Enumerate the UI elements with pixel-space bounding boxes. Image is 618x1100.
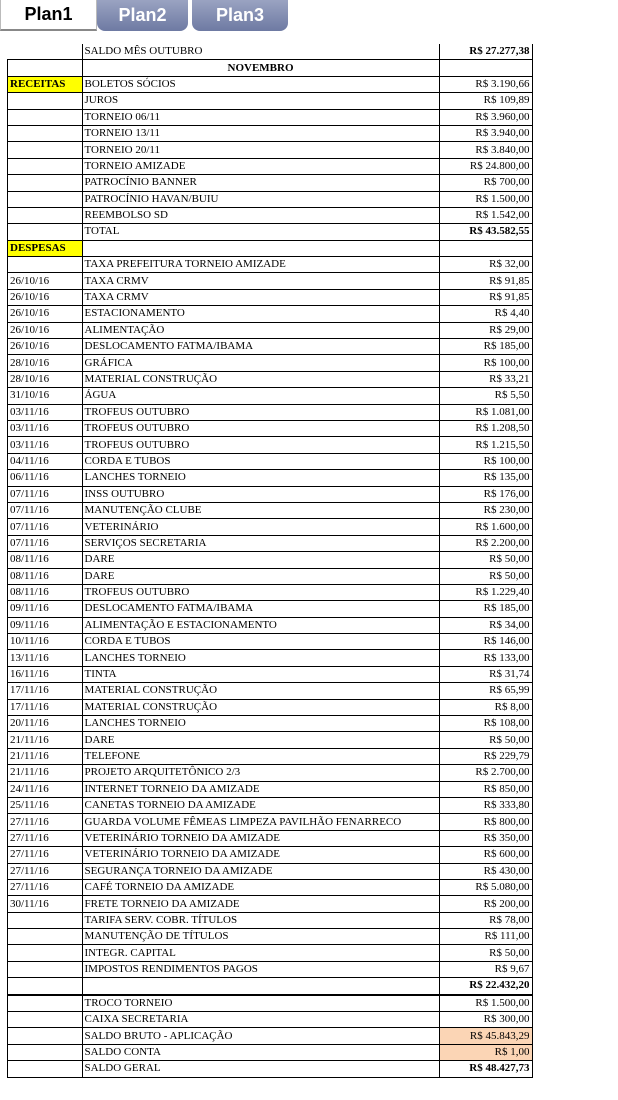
cell-value[interactable]: R$ 300,00 (439, 1012, 532, 1028)
cell-desc[interactable]: ALIMENTAÇÃO E ESTACIONAMENTO (82, 617, 439, 633)
despesa-row (8, 912, 533, 928)
cell-desc[interactable]: TROFEUS OUTUBRO (82, 420, 439, 436)
cell-value[interactable]: R$ 100,00 (439, 453, 532, 469)
cell-value[interactable]: R$ 1.500,00 (439, 995, 532, 1012)
receita-row (8, 76, 533, 92)
cell-date[interactable]: 07/11/16 (8, 502, 83, 518)
cell-date[interactable]: 27/11/16 (8, 879, 83, 895)
cell-desc[interactable]: TORNEIO 06/11 (82, 109, 439, 125)
cell-date[interactable]: DESPESAS (8, 240, 83, 256)
cell-desc[interactable]: TARIFA SERV. COBR. TÍTULOS (82, 912, 439, 928)
receita-row (8, 191, 533, 207)
cell-empty[interactable] (8, 125, 83, 141)
receita-row (8, 109, 533, 125)
receita-row (8, 125, 533, 141)
cell-value[interactable]: R$ 50,00 (439, 945, 532, 961)
cell-value[interactable]: R$ 50,00 (439, 568, 532, 584)
cell-date[interactable]: 20/11/16 (8, 716, 83, 732)
cell-desc[interactable]: MATERIAL CONSTRUÇÃO (82, 371, 439, 387)
cell-desc[interactable]: TAXA CRMV (82, 289, 439, 305)
cell-empty[interactable] (8, 207, 83, 223)
despesa-row (8, 814, 533, 830)
cell-value[interactable]: R$ 8,00 (439, 699, 532, 715)
receita-row (8, 175, 533, 191)
despesa-row (8, 470, 533, 486)
footer-row (8, 1044, 533, 1060)
cell-desc[interactable]: FRETE TORNEIO DA AMIZADE (82, 896, 439, 912)
cell-value[interactable]: R$ 3.840,00 (439, 142, 532, 158)
cell-value[interactable]: R$ 185,00 (439, 339, 532, 355)
cell-empty[interactable] (82, 240, 439, 256)
cell-desc[interactable]: GRÁFICA (82, 355, 439, 371)
cell-value[interactable]: R$ 135,00 (439, 470, 532, 486)
despesa-row (8, 453, 533, 469)
cell-date[interactable]: 08/11/16 (8, 568, 83, 584)
cell-date[interactable]: 13/11/16 (8, 650, 83, 666)
cell-date[interactable]: 25/11/16 (8, 797, 83, 813)
cell-date[interactable]: 17/11/16 (8, 683, 83, 699)
despesa-row (8, 486, 533, 502)
cell-empty[interactable] (82, 978, 439, 995)
saldo-outubro-row (8, 44, 533, 60)
cell-empty[interactable] (8, 142, 83, 158)
cell-desc[interactable]: ESTACIONAMENTO (82, 306, 439, 322)
cell-empty[interactable] (8, 1012, 83, 1028)
cell-value[interactable]: R$ 3.960,00 (439, 109, 532, 125)
cell-desc[interactable]: TROFEUS OUTUBRO (82, 437, 439, 453)
cell-desc[interactable]: TELEFONE (82, 748, 439, 764)
cell-date[interactable]: 26/10/16 (8, 306, 83, 322)
cell-empty[interactable] (8, 978, 83, 995)
cell-date[interactable]: 07/11/16 (8, 486, 83, 502)
cell-value[interactable]: R$ 1,00 (439, 1044, 532, 1060)
despesa-row (8, 502, 533, 518)
cell-desc[interactable]: TORNEIO 13/11 (82, 125, 439, 141)
cell-desc[interactable]: REEMBOLSO SD (82, 207, 439, 223)
cell-value[interactable]: R$ 50,00 (439, 552, 532, 568)
cell-date[interactable]: 21/11/16 (8, 732, 83, 748)
cell-date[interactable]: 27/11/16 (8, 814, 83, 830)
tab-plan3[interactable]: Plan3 (192, 0, 288, 31)
cell-desc[interactable]: GUARDA VOLUME FÊMEAS LIMPEZA PAVILHÃO FENARRECO (82, 814, 439, 830)
sheet-tab-bar (0, 0, 618, 34)
cell-desc[interactable]: MATERIAL CONSTRUÇÃO (82, 699, 439, 715)
cell-value[interactable]: R$ 32,00 (439, 257, 532, 273)
cell-value[interactable]: R$ 176,00 (439, 486, 532, 502)
cell-date[interactable]: 26/10/16 (8, 273, 83, 289)
cell-value[interactable]: R$ 27.277,38 (439, 44, 532, 60)
cell-date[interactable]: 10/11/16 (8, 634, 83, 650)
receita-row (8, 158, 533, 174)
despesa-row (8, 797, 533, 813)
cell-value[interactable]: R$ 45.843,29 (439, 1028, 532, 1044)
cell-date[interactable]: 26/10/16 (8, 322, 83, 338)
cell-desc[interactable]: ALIMENTAÇÃO (82, 322, 439, 338)
month-title[interactable]: NOVEMBRO (82, 60, 439, 76)
despesa-row (8, 748, 533, 764)
cell-value[interactable]: R$ 229,79 (439, 748, 532, 764)
despesa-row (8, 322, 533, 338)
cell-desc[interactable]: DARE (82, 568, 439, 584)
cell-empty[interactable] (8, 175, 83, 191)
cell-value[interactable]: R$ 48.427,73 (439, 1061, 532, 1077)
cell-desc[interactable]: DESLOCAMENTO FATMA/IBAMA (82, 339, 439, 355)
despesa-row (8, 584, 533, 600)
cell-value[interactable]: R$ 1.542,00 (439, 207, 532, 223)
cell-desc[interactable]: TORNEIO 20/11 (82, 142, 439, 158)
cell-date[interactable]: 27/11/16 (8, 847, 83, 863)
cell-desc[interactable]: TAXA CRMV (82, 273, 439, 289)
cell-desc[interactable]: LANCHES TORNEIO (82, 716, 439, 732)
cell-desc[interactable]: TAXA PREFEITURA TORNEIO AMIZADE (82, 257, 439, 273)
cell-desc[interactable]: CORDA E TUBOS (82, 453, 439, 469)
cell-desc[interactable]: JUROS (82, 93, 439, 109)
cell-date[interactable]: 09/11/16 (8, 601, 83, 617)
cell-desc[interactable]: DARE (82, 732, 439, 748)
cell-empty[interactable] (8, 912, 83, 928)
cell-desc[interactable]: TROFEUS OUTUBRO (82, 404, 439, 420)
footer-row (8, 1028, 533, 1044)
cell-desc[interactable]: ÁGUA (82, 388, 439, 404)
cell-empty[interactable] (439, 60, 532, 76)
cell-date[interactable]: 27/11/16 (8, 830, 83, 846)
cell-date[interactable]: 28/10/16 (8, 355, 83, 371)
cell-value[interactable]: R$ 700,00 (439, 175, 532, 191)
cell-empty[interactable] (8, 961, 83, 977)
cell-date[interactable]: 31/10/16 (8, 388, 83, 404)
cell-date[interactable]: 03/11/16 (8, 420, 83, 436)
cell-empty[interactable] (8, 1061, 83, 1077)
footer-row (8, 1012, 533, 1028)
despesa-row (8, 847, 533, 863)
despesa-row (8, 683, 533, 699)
cell-value[interactable]: R$ 1.208,50 (439, 420, 532, 436)
cell-date[interactable]: 03/11/16 (8, 404, 83, 420)
cell-desc[interactable]: CAFÉ TORNEIO DA AMIZADE (82, 879, 439, 895)
cell-desc[interactable]: TINTA (82, 666, 439, 682)
cell-desc[interactable]: LANCHES TORNEIO (82, 470, 439, 486)
cell-desc[interactable]: CORDA E TUBOS (82, 634, 439, 650)
despesa-row (8, 437, 533, 453)
cell-desc[interactable]: INSS OUTUBRO (82, 486, 439, 502)
footer-row (8, 995, 533, 1012)
cell-value[interactable]: R$ 43.582,55 (439, 224, 532, 240)
footer-row (8, 1061, 533, 1077)
cell-date[interactable]: 08/11/16 (8, 552, 83, 568)
cell-desc[interactable]: VETERINÁRIO TORNEIO DA AMIZADE (82, 830, 439, 846)
cell-desc[interactable]: PATROCÍNIO HAVAN/BUIU (82, 191, 439, 207)
cell-desc[interactable]: BOLETOS SÓCIOS (82, 76, 439, 92)
cell-empty[interactable] (8, 93, 83, 109)
cell-desc[interactable]: INTERNET TORNEIO DA AMIZADE (82, 781, 439, 797)
despesa-row (8, 404, 533, 420)
despesa-row (8, 863, 533, 879)
cell-empty[interactable] (8, 1044, 83, 1060)
cell-desc[interactable]: DESLOCAMENTO FATMA/IBAMA (82, 601, 439, 617)
cell-desc[interactable]: IMPOSTOS RENDIMENTOS PAGOS (82, 961, 439, 977)
despesa-row (8, 879, 533, 895)
cell-value[interactable]: R$ 1.081,00 (439, 404, 532, 420)
cell-date[interactable]: 26/10/16 (8, 289, 83, 305)
cell-value[interactable]: R$ 91,85 (439, 273, 532, 289)
cell-value[interactable]: R$ 850,00 (439, 781, 532, 797)
cell-value[interactable]: R$ 9,67 (439, 961, 532, 977)
cell-value[interactable]: R$ 4,40 (439, 306, 532, 322)
cell-value[interactable]: R$ 29,00 (439, 322, 532, 338)
cell-desc[interactable]: MANUTENÇÃO CLUBE (82, 502, 439, 518)
cell-value[interactable]: R$ 34,00 (439, 617, 532, 633)
cell-desc[interactable]: LANCHES TORNEIO (82, 650, 439, 666)
cell-empty[interactable] (8, 257, 83, 273)
cell-empty[interactable] (8, 929, 83, 945)
cell-desc[interactable]: SERVIÇOS SECRETARIA (82, 535, 439, 551)
despesa-row (8, 273, 533, 289)
cell-value[interactable]: R$ 50,00 (439, 732, 532, 748)
cell-value[interactable]: R$ 33,21 (439, 371, 532, 387)
cell-desc[interactable]: VETERINÁRIO (82, 519, 439, 535)
cell-empty[interactable] (8, 109, 83, 125)
despesa-row (8, 388, 533, 404)
despesa-row (8, 289, 533, 305)
cell-value[interactable]: R$ 78,00 (439, 912, 532, 928)
cell-empty[interactable] (8, 44, 83, 60)
cell-value[interactable]: R$ 91,85 (439, 289, 532, 305)
spreadsheet (7, 44, 529, 1078)
cell-value[interactable]: R$ 22.432,20 (439, 978, 532, 995)
receita-row (8, 142, 533, 158)
cell-desc[interactable]: INTEGR. CAPITAL (82, 945, 439, 961)
cell-date[interactable]: 04/11/16 (8, 453, 83, 469)
cell-desc[interactable]: VETERINÁRIO TORNEIO DA AMIZADE (82, 847, 439, 863)
cell-date[interactable]: 17/11/16 (8, 699, 83, 715)
despesa-row (8, 371, 533, 387)
despesa-row (8, 929, 533, 945)
cell-date[interactable]: 03/11/16 (8, 437, 83, 453)
cell-value[interactable]: R$ 2.200,00 (439, 535, 532, 551)
despesa-row (8, 781, 533, 797)
receita-row (8, 93, 533, 109)
cell-date[interactable]: 21/11/16 (8, 765, 83, 781)
despesa-row (8, 420, 533, 436)
tab-plan1[interactable]: Plan1 (0, 0, 97, 31)
month-title-row (8, 60, 533, 76)
cell-value[interactable]: R$ 3.190,66 (439, 76, 532, 92)
cell-desc[interactable]: SEGURANÇA TORNEIO DA AMIZADE (82, 863, 439, 879)
cell-desc[interactable]: TOTAL (82, 224, 439, 240)
cell-date[interactable]: RECEITAS (8, 76, 83, 92)
despesa-row (8, 617, 533, 633)
despesa-row (8, 519, 533, 535)
cell-value[interactable]: R$ 109,89 (439, 93, 532, 109)
cell-value[interactable]: R$ 24.800,00 (439, 158, 532, 174)
cell-value[interactable]: R$ 1.600,00 (439, 519, 532, 535)
cell-value[interactable]: R$ 2.700,00 (439, 765, 532, 781)
despesa-row (8, 716, 533, 732)
despesas-total-row (8, 978, 533, 995)
cell-value[interactable]: R$ 230,00 (439, 502, 532, 518)
cell-date[interactable]: 21/11/16 (8, 748, 83, 764)
cell-value[interactable]: R$ 1.500,00 (439, 191, 532, 207)
cell-desc[interactable]: PATROCÍNIO BANNER (82, 175, 439, 191)
cell-desc[interactable]: SALDO CONTA (82, 1044, 439, 1060)
despesa-row (8, 339, 533, 355)
despesa-row (8, 830, 533, 846)
cell-date[interactable]: 06/11/16 (8, 470, 83, 486)
cell-desc[interactable]: DARE (82, 552, 439, 568)
cell-value[interactable]: R$ 600,00 (439, 847, 532, 863)
cell-desc[interactable]: MANUTENÇÃO DE TÍTULOS (82, 929, 439, 945)
ledger-table (7, 44, 533, 1078)
despesa-row (8, 945, 533, 961)
cell-value[interactable]: R$ 5,50 (439, 388, 532, 404)
cell-date[interactable]: 30/11/16 (8, 896, 83, 912)
cell-date[interactable]: 07/11/16 (8, 535, 83, 551)
cell-desc[interactable]: PROJETO ARQUITETÔNICO 2/3 (82, 765, 439, 781)
despesa-row (8, 601, 533, 617)
despesa-row (8, 552, 533, 568)
despesa-row (8, 765, 533, 781)
despesa-row (8, 634, 533, 650)
cell-desc[interactable]: SALDO BRUTO - APLICAÇÃO (82, 1028, 439, 1044)
cell-date[interactable]: 07/11/16 (8, 519, 83, 535)
cell-value[interactable]: R$ 800,00 (439, 814, 532, 830)
cell-value[interactable]: R$ 3.940,00 (439, 125, 532, 141)
cell-value[interactable]: R$ 65,99 (439, 683, 532, 699)
cell-date[interactable]: 24/11/16 (8, 781, 83, 797)
cell-empty[interactable] (8, 945, 83, 961)
cell-value[interactable]: R$ 108,00 (439, 716, 532, 732)
cell-value[interactable]: R$ 333,80 (439, 797, 532, 813)
cell-empty[interactable] (8, 995, 83, 1012)
cell-desc[interactable]: SALDO MÊS OUTUBRO (82, 44, 439, 60)
cell-desc[interactable]: SALDO GERAL (82, 1061, 439, 1077)
cell-date[interactable]: 28/10/16 (8, 371, 83, 387)
cell-empty[interactable] (8, 1028, 83, 1044)
despesa-row (8, 896, 533, 912)
cell-empty[interactable] (439, 240, 532, 256)
cell-date[interactable]: 16/11/16 (8, 666, 83, 682)
despesa-row (8, 535, 533, 551)
cell-value[interactable]: R$ 5.080,00 (439, 879, 532, 895)
cell-desc[interactable]: TROFEUS OUTUBRO (82, 584, 439, 600)
cell-value[interactable]: R$ 200,00 (439, 896, 532, 912)
cell-value[interactable]: R$ 1.215,50 (439, 437, 532, 453)
cell-value[interactable]: R$ 146,00 (439, 634, 532, 650)
cell-empty[interactable] (8, 224, 83, 240)
cell-desc[interactable]: MATERIAL CONSTRUÇÃO (82, 683, 439, 699)
cell-date[interactable]: 09/11/16 (8, 617, 83, 633)
despesa-row (8, 732, 533, 748)
cell-empty[interactable] (8, 191, 83, 207)
cell-value[interactable]: R$ 133,00 (439, 650, 532, 666)
cell-value[interactable]: R$ 430,00 (439, 863, 532, 879)
cell-desc[interactable]: TORNEIO AMIZADE (82, 158, 439, 174)
despesa-row (8, 355, 533, 371)
cell-empty[interactable] (8, 60, 83, 76)
cell-desc[interactable]: CAIXA SECRETARIA (82, 1012, 439, 1028)
cell-date[interactable]: 26/10/16 (8, 339, 83, 355)
cell-value[interactable]: R$ 350,00 (439, 830, 532, 846)
despesa-row (8, 699, 533, 715)
cell-value[interactable]: R$ 100,00 (439, 355, 532, 371)
cell-value[interactable]: R$ 185,00 (439, 601, 532, 617)
despesa-row (8, 306, 533, 322)
cell-date[interactable]: 27/11/16 (8, 863, 83, 879)
cell-value[interactable]: R$ 1.229,40 (439, 584, 532, 600)
cell-value[interactable]: R$ 31,74 (439, 666, 532, 682)
despesas-header-row (8, 240, 533, 256)
despesa-row (8, 568, 533, 584)
cell-empty[interactable] (8, 158, 83, 174)
receita-row (8, 207, 533, 223)
cell-value[interactable]: R$ 111,00 (439, 929, 532, 945)
cell-desc[interactable]: CANETAS TORNEIO DA AMIZADE (82, 797, 439, 813)
cell-date[interactable]: 08/11/16 (8, 584, 83, 600)
despesa-row (8, 650, 533, 666)
despesa-row (8, 257, 533, 273)
despesa-row (8, 666, 533, 682)
tab-plan2[interactable]: Plan2 (97, 0, 188, 31)
receitas-total-row (8, 224, 533, 240)
cell-desc[interactable]: TROCO TORNEIO (82, 995, 439, 1012)
despesa-row (8, 961, 533, 977)
